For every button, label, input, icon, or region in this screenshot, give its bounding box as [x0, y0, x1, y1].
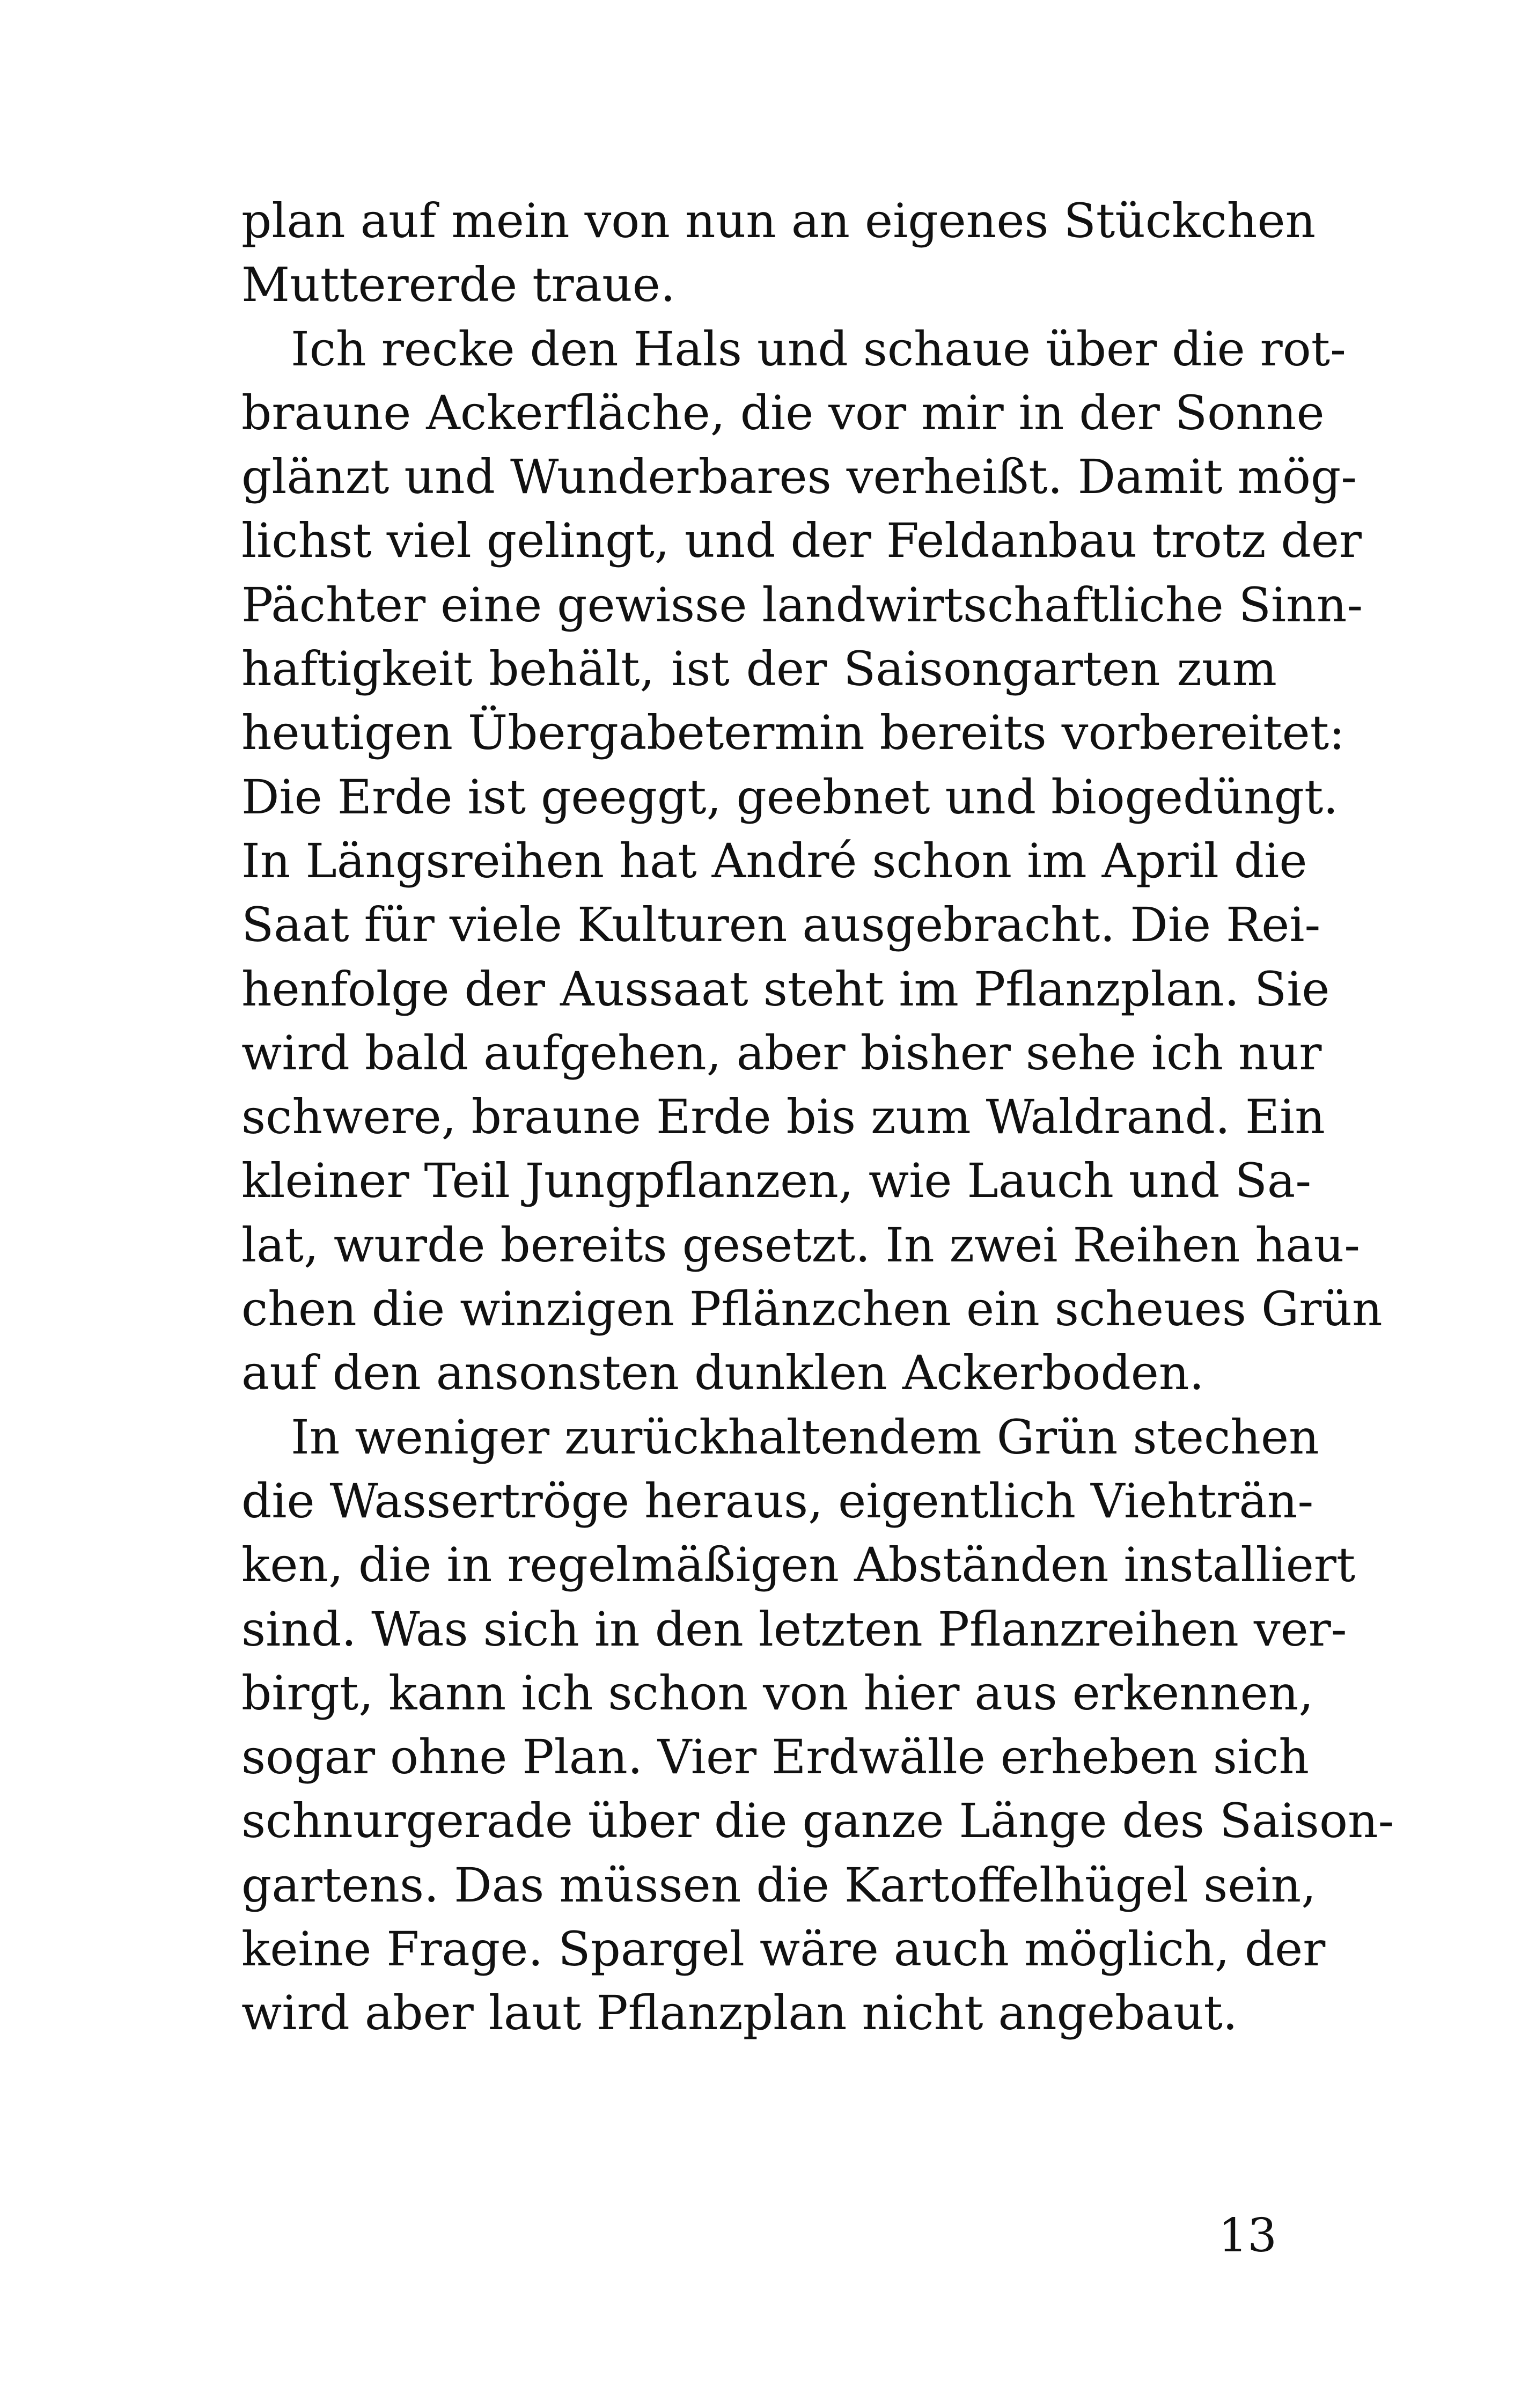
- body-text: [241, 189, 1394, 2045]
- text-line: braune Ackerfläche, die vor mir in der Sonne: [241, 385, 1325, 441]
- text-line: kleiner Teil Jungpflanzen, wie Lauch und Sa-: [241, 1153, 1312, 1209]
- text-line: lat, wurde bereits gesetzt. In zwei Reihen hau-: [241, 1217, 1360, 1273]
- text-line: gartens. Das müssen die Kartoffelhügel sein,: [241, 1857, 1317, 1913]
- text-line: schnurgerade über die ganze Länge des Saison-: [241, 1793, 1394, 1849]
- text-line: wird bald aufgehen, aber bisher sehe ich nur: [241, 1025, 1322, 1081]
- text-line: Pächter eine gewisse landwirtschaftliche Sinn-: [241, 577, 1363, 633]
- text-line: plan auf mein von nun an eigenes Stückchen: [241, 193, 1316, 248]
- text-line: Die Erde ist geeggt, geebnet und biogedüngt.: [241, 769, 1339, 825]
- text-line: die Wassertröge heraus, eigentlich Viehträn-: [241, 1473, 1314, 1529]
- text-line: Ich recke den Hals und schaue über die rot-: [291, 321, 1346, 377]
- text-line: sind. Was sich in den letzten Pflanzreihen ver-: [241, 1601, 1347, 1657]
- text-line: sogar ohne Plan. Vier Erdwälle erheben sich: [241, 1729, 1310, 1785]
- text-line: haftigkeit behält, ist der Saisongarten zum: [241, 641, 1277, 697]
- page-number: 13: [1218, 2209, 1277, 2263]
- text-line: In weniger zurückhaltendem Grün stechen: [291, 1409, 1319, 1465]
- text-line: henfolge der Aussaat steht im Pflanzplan. Sie: [241, 961, 1330, 1017]
- text-line: auf den ansonsten dunklen Ackerboden.: [241, 1345, 1204, 1401]
- text-line: lichst viel gelingt, und der Feldanbau trotz der: [241, 513, 1362, 569]
- text-line: Muttererde traue.: [241, 257, 675, 313]
- text-line: heutigen Übergabetermin bereits vorbereitet:: [241, 705, 1345, 761]
- text-line: In Längsreihen hat André schon im April die: [241, 833, 1307, 889]
- text-line: ken, die in regelmäßigen Abständen installiert: [241, 1537, 1356, 1593]
- text-line: keine Frage. Spargel wäre auch möglich, der: [241, 1921, 1326, 1977]
- text-line: wird aber laut Pflanzplan nicht angebaut.: [241, 1985, 1238, 2041]
- text-line: birgt, kann ich schon von hier aus erkennen,: [241, 1665, 1314, 1721]
- text-line: schwere, braune Erde bis zum Waldrand. Ein: [241, 1089, 1325, 1145]
- text-line: chen die winzigen Pflänzchen ein scheues Grün: [241, 1281, 1383, 1337]
- text-line: glänzt und Wunderbares verheißt. Damit mög-: [241, 449, 1357, 505]
- text-line: Saat für viele Kulturen ausgebracht. Die Rei-: [241, 897, 1321, 953]
